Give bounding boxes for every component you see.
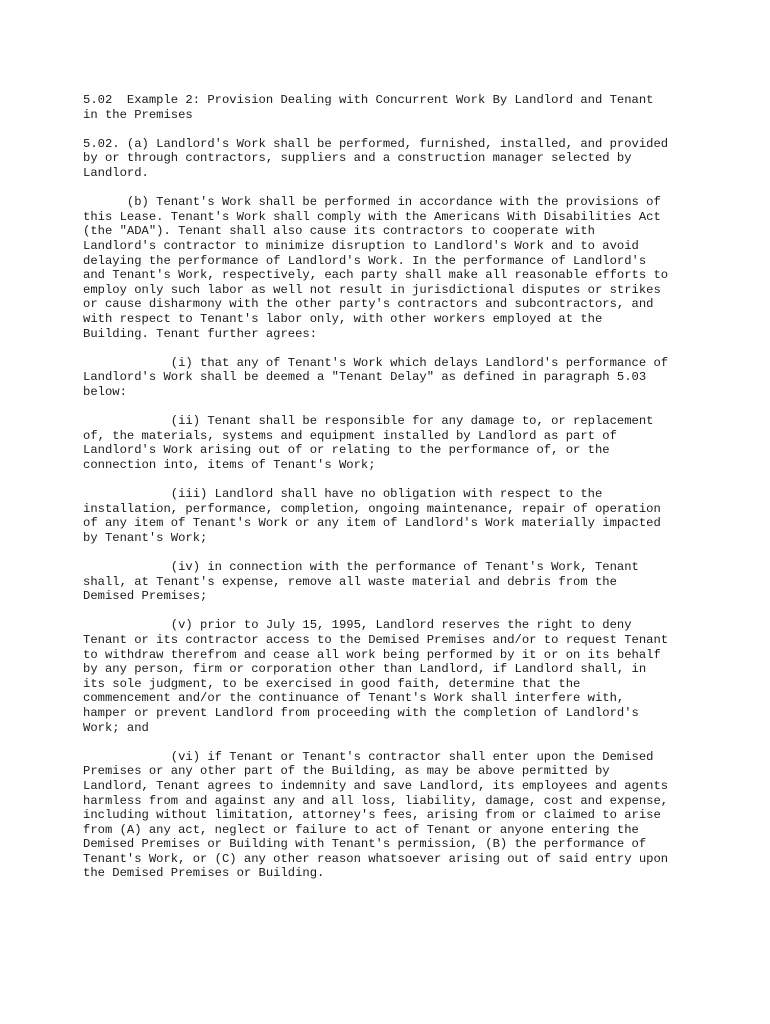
paragraph-b-tenants-work: (b) Tenant's Work shall be performed in accordance with the provisions of this Lease. Tenant's Work shall comply with the Americans With Disabilities Act (the "ADA"). Tenant shall also cause its contractors to cooperate with Landlord's contractor to minimize disruption to Landlord's Work and to avoid delaying the performance of Landlord's Work. In the performance of Landlord's and Tenant's Work, respectively, each party shall make all reasonable efforts to employ only such labor as well not result in jurisdictional disputes or strikes or cause disharmony with the other party's contractors and subcontractors, and with respect to Tenant's labor only, with other workers employed at the Building. Tenant further agrees: <box>83 195 669 341</box>
clause-i: (i) that any of Tenant's Work which delays Landlord's performance of Landlord's Work shall be deemed a "Tenant Delay" as defined in paragraph 5.03 below: <box>83 355 669 399</box>
section-heading: 5.02 Example 2: Provision Dealing with Concurrent Work By Landlord and Tenant in the Premises <box>83 93 654 122</box>
clause-iii: (iii) Landlord shall have no obligation with respect to the installation, performance, completion, ongoing maintenance, repair of operation of any item of Tenant's Work or any item of Landlord's Work materially impacted by Tenant's Work; <box>83 487 661 545</box>
clause-iv: (iv) in connection with the performance of Tenant's Work, Tenant shall, at Tenant's expense, remove all waste material and debris from the Demised Premises; <box>83 560 639 604</box>
clause-v: (v) prior to July 15, 1995, Landlord reserves the right to deny Tenant or its contractor access to the Demised Premises and/or to request Tenant to withdraw therefrom and cease all work being performed by it or on its behalf by any person, firm or corporation other than Landlord, if Landlord shall, in its sole judgment, to be exercised in good faith, determine that the commencement and/or the continuance of Tenant's Work shall interfere with, hamper or prevent Landlord from proceeding with the completion of Landlord's Work; and <box>83 618 669 735</box>
clause-ii: (ii) Tenant shall be responsible for any damage to, or replacement of, the materials, systems and equipment installed by Landlord as part of Landlord's Work arising out of or relating to the performance of, or the connection into, items of Tenant's Work; <box>83 414 654 472</box>
document-body <box>83 93 723 896</box>
clause-vi: (vi) if Tenant or Tenant's contractor shall enter upon the Demised Premises or any other part of the Building, as may be above permitted by Landlord, Tenant agrees to indemnity and save Landlord, its employees and agents harmless from and against any and all loss, liability, damage, cost and expense, including without limitation, attorney's fees, arising from or claimed to arise from (A) any act, neglect or failure to act of Tenant or anyone entering the Demised Premises or Building with Tenant's permission, (B) the performance of Tenant's Work, or (C) any other reason whatsoever arising out of said entry upon the Demised Premises or Building. <box>83 749 669 881</box>
paragraph-5-02-a: 5.02. (a) Landlord's Work shall be performed, furnished, installed, and provided by or through contractors, suppliers and a construction manager selected by Landlord. <box>83 136 669 180</box>
